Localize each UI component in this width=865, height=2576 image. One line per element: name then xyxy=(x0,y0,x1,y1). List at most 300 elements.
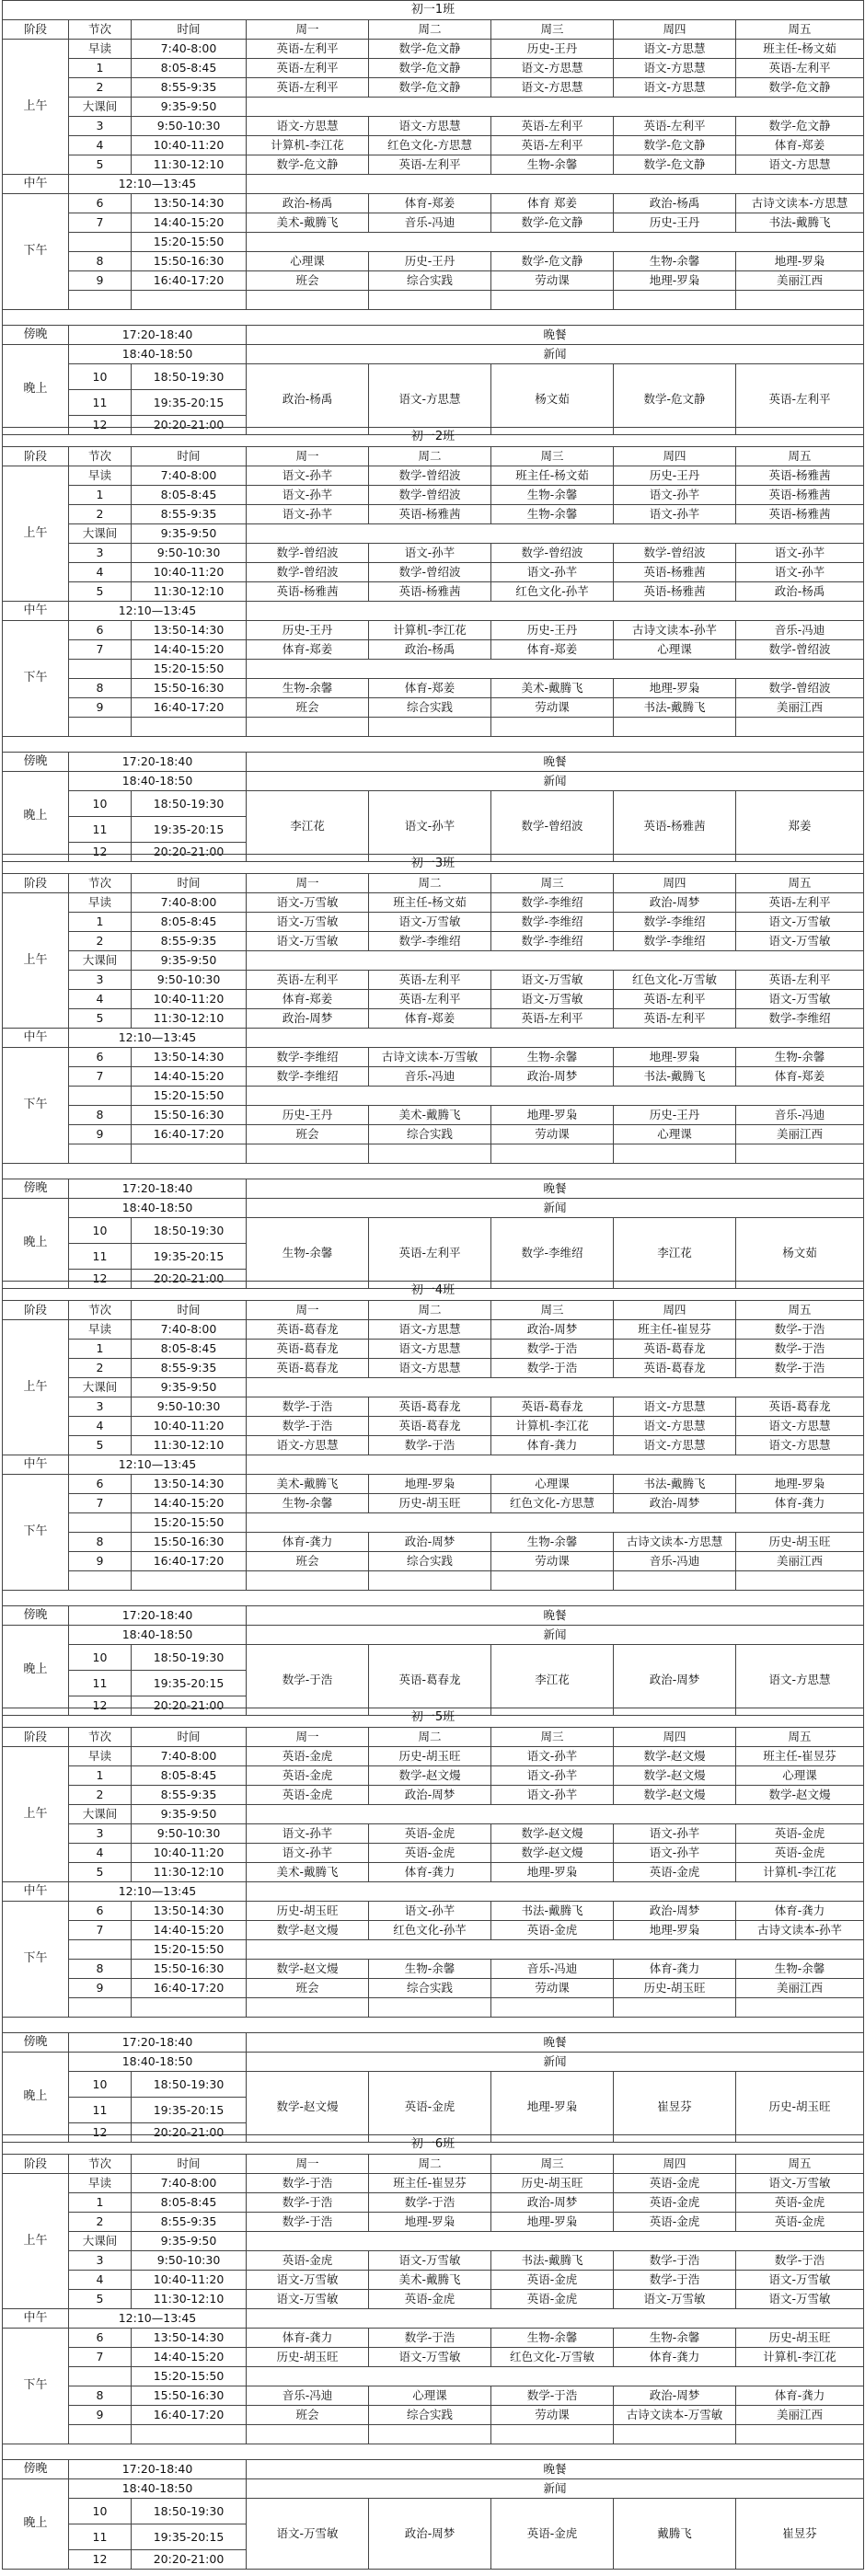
blank-cell xyxy=(247,1513,864,1533)
period-row-p4 xyxy=(3,136,864,155)
lesson-cell-thu: 生物-余馨 xyxy=(614,252,736,271)
class-title-row xyxy=(3,2135,864,2155)
lesson-cell-thu: 英语-金虎 xyxy=(614,2193,736,2213)
stage-label: 傍晚 xyxy=(3,1606,69,1626)
lesson-cell-wed: 地理-罗枭 xyxy=(491,1106,614,1125)
lesson-cell-fri: 体育-龚力 xyxy=(736,2386,864,2406)
period-time: 10:40-11:20 xyxy=(132,1417,247,1436)
lesson-cell-tue: 美术-戴腾飞 xyxy=(369,1106,491,1125)
lesson-cell-wed: 数学-赵文熳 xyxy=(491,1844,614,1863)
column-header: 周四 xyxy=(614,20,736,40)
lesson-cell-thu: 地理-罗枭 xyxy=(614,1048,736,1067)
lesson-cell-tue: 英语-金虎 xyxy=(369,1844,491,1863)
lesson-cell-thu: 语文-孙芊 xyxy=(614,1844,736,1863)
break-cell xyxy=(247,1805,864,1824)
period-time: 15:20-15:50 xyxy=(132,1087,247,1106)
period-time: 8:55-9:35 xyxy=(132,2213,247,2232)
lesson-cell-thu: 语文-方思慧 xyxy=(614,78,736,98)
period-time: 8:55-9:35 xyxy=(132,1359,247,1378)
lesson-cell-thu: 心理课 xyxy=(614,640,736,660)
period-row-zaodu xyxy=(3,466,864,486)
period-time: 8:05-8:45 xyxy=(132,59,247,78)
period-row-blank xyxy=(3,233,864,252)
lesson-cell-mon: 语文-万雪敏 xyxy=(247,913,369,932)
period-row-zaodu xyxy=(3,1320,864,1340)
period-row-p3 xyxy=(3,2251,864,2271)
period-label: 11 xyxy=(69,390,132,416)
period-label: 8 xyxy=(69,1960,132,1979)
lesson-cell-wed: 劳动课 xyxy=(491,1125,614,1144)
period-label: 大课间 xyxy=(69,524,132,544)
period-time: 14:40-15:20 xyxy=(132,213,247,233)
class-title-row xyxy=(3,1708,864,1728)
period-time: 18:50-19:30 xyxy=(132,1218,247,1244)
period-time: 19:35-20:15 xyxy=(132,2524,247,2550)
period-label: 8 xyxy=(69,2386,132,2406)
period-row-p5 xyxy=(3,1436,864,1455)
lesson-cell-thu: 政治-杨禹 xyxy=(614,194,736,213)
period-label: 12 xyxy=(69,843,132,862)
class-title-row xyxy=(3,1282,864,1301)
lesson-cell-tue: 生物-余馨 xyxy=(369,1960,491,1979)
break-cell xyxy=(247,98,864,117)
news-cell: 新闻 xyxy=(247,1626,864,1645)
lesson-cell-fri: 英语-葛春龙 xyxy=(736,1397,864,1417)
class-title: 初一1班 xyxy=(3,1,864,20)
stage-label: 晚上 xyxy=(3,2053,69,2143)
period-label: 2 xyxy=(69,1786,132,1805)
lesson-cell-tue: 数学-危文静 xyxy=(369,40,491,59)
lesson-cell-fri: 英语-杨雅茜 xyxy=(736,486,864,505)
period-time: 16:40-17:20 xyxy=(132,271,247,291)
lesson-cell-thu: 语文-方思慧 xyxy=(614,1397,736,1417)
class-title-row xyxy=(3,855,864,874)
period-time: 7:40-8:00 xyxy=(132,1320,247,1340)
lesson-cell-fri: 古诗文读本-方思慧 xyxy=(736,194,864,213)
period-row-p2 xyxy=(3,505,864,524)
lesson-cell-tue: 班主任-崔昱芬 xyxy=(369,2174,491,2193)
evening-duty-wed: 杨文茹 xyxy=(491,364,614,435)
afternoon-spacer-row xyxy=(3,291,864,310)
empty-cell xyxy=(369,291,491,310)
column-header: 节次 xyxy=(69,447,132,466)
empty-cell xyxy=(736,291,864,310)
lesson-cell-mon: 数学-赵文熳 xyxy=(247,1960,369,1979)
period-time: 7:40-8:00 xyxy=(132,893,247,913)
lesson-cell-wed: 红色文化-方思慧 xyxy=(491,1494,614,1513)
empty-cell xyxy=(491,291,614,310)
period-time: 18:50-19:30 xyxy=(132,791,247,817)
empty-cell xyxy=(247,1144,369,1164)
period-time: 15:20-15:50 xyxy=(132,233,247,252)
stage-label: 中午 xyxy=(3,2309,69,2329)
empty-cell xyxy=(69,1571,132,1591)
lesson-cell-tue: 红色文化-孙芊 xyxy=(369,1921,491,1940)
lesson-cell-thu: 政治-周梦 xyxy=(614,1902,736,1921)
blank-cell xyxy=(247,2367,864,2386)
lesson-cell-tue: 综合实践 xyxy=(369,1979,491,1998)
period-row-p2 xyxy=(3,1786,864,1805)
column-header: 阶段 xyxy=(3,1301,69,1320)
lesson-cell-thu: 政治-周梦 xyxy=(614,1494,736,1513)
period-row-p4 xyxy=(3,2271,864,2290)
period-label: 大课间 xyxy=(69,98,132,117)
column-header: 周一 xyxy=(247,1301,369,1320)
section-gap-row xyxy=(3,2444,864,2460)
period-time: 7:40-8:00 xyxy=(132,466,247,486)
lesson-cell-mon: 班会 xyxy=(247,1125,369,1144)
lesson-cell-tue: 历史-胡玉旺 xyxy=(369,1747,491,1766)
lesson-cell-mon: 英语-金虎 xyxy=(247,2251,369,2271)
period-time: 14:40-15:20 xyxy=(132,2348,247,2367)
lesson-cell-mon: 语文-孙芊 xyxy=(247,466,369,486)
class-timetable xyxy=(2,854,864,1289)
column-header: 周三 xyxy=(491,1301,614,1320)
evening-duty-wed: 英语-金虎 xyxy=(491,2499,614,2570)
news-time: 18:40-18:50 xyxy=(69,1199,247,1218)
period-time: 9:35-9:50 xyxy=(132,524,247,544)
lesson-cell-wed: 生物-余馨 xyxy=(491,1533,614,1552)
column-header: 时间 xyxy=(132,447,247,466)
lesson-cell-thu: 英语-金虎 xyxy=(614,2174,736,2193)
period-row-p9 xyxy=(3,2406,864,2425)
period-label: 6 xyxy=(69,1048,132,1067)
lesson-cell-tue: 美术-戴腾飞 xyxy=(369,2271,491,2290)
lesson-cell-fri: 语文-万雪敏 xyxy=(736,2174,864,2193)
period-label: 10 xyxy=(69,2499,132,2524)
lesson-cell-wed: 数学-危文静 xyxy=(491,252,614,271)
lesson-cell-mon: 英语-左利平 xyxy=(247,971,369,990)
lesson-cell-thu: 数学-于浩 xyxy=(614,2271,736,2290)
lesson-cell-wed: 历史-王丹 xyxy=(491,40,614,59)
lesson-cell-thu: 数学-李维绍 xyxy=(614,932,736,951)
period-row-p5 xyxy=(3,2290,864,2309)
period-row-break xyxy=(3,98,864,117)
lesson-cell-wed: 英语-金虎 xyxy=(491,1921,614,1940)
column-header: 周三 xyxy=(491,20,614,40)
class-title: 初一6班 xyxy=(3,2135,864,2155)
period-row-p6 xyxy=(3,1902,864,1921)
period-time: 8:55-9:35 xyxy=(132,1786,247,1805)
period-row-p3 xyxy=(3,117,864,136)
break-cell xyxy=(247,951,864,971)
column-header: 周一 xyxy=(247,874,369,893)
news-cell: 新闻 xyxy=(247,2479,864,2499)
period-label: 早读 xyxy=(69,466,132,486)
period-label: 4 xyxy=(69,1417,132,1436)
afternoon-spacer-row xyxy=(3,1144,864,1164)
period-time: 10:40-11:20 xyxy=(132,1844,247,1863)
news-time: 18:40-18:50 xyxy=(69,2053,247,2072)
lesson-cell-thu: 班主任-崔昱芬 xyxy=(614,1320,736,1340)
period-label: 10 xyxy=(69,2072,132,2098)
evening-row-e10 xyxy=(3,1218,864,1244)
empty-cell xyxy=(369,1571,491,1591)
period-label: 10 xyxy=(69,791,132,817)
column-header: 周三 xyxy=(491,1728,614,1747)
lesson-cell-fri: 英语-金虎 xyxy=(736,2213,864,2232)
lesson-cell-tue: 语文-万雪敏 xyxy=(369,2251,491,2271)
period-time: 14:40-15:20 xyxy=(132,1067,247,1087)
period-time: 10:40-11:20 xyxy=(132,990,247,1009)
column-header: 时间 xyxy=(132,874,247,893)
lesson-cell-tue: 英语-金虎 xyxy=(369,2290,491,2309)
column-header: 周一 xyxy=(247,20,369,40)
lesson-cell-mon: 语文-万雪敏 xyxy=(247,932,369,951)
evening-duty-mon: 李江花 xyxy=(247,791,369,862)
period-row-p8 xyxy=(3,252,864,271)
lesson-cell-tue: 地理-罗枭 xyxy=(369,2213,491,2232)
lesson-cell-thu: 数学-危文静 xyxy=(614,155,736,175)
empty-cell xyxy=(614,1571,736,1591)
lesson-cell-thu: 地理-罗枭 xyxy=(614,679,736,698)
stage-label: 晚上 xyxy=(3,1199,69,1289)
lesson-cell-fri: 语文-万雪敏 xyxy=(736,2271,864,2290)
period-label: 6 xyxy=(69,1475,132,1494)
period-label: 4 xyxy=(69,1844,132,1863)
lesson-cell-mon: 数学-于浩 xyxy=(247,2213,369,2232)
header-row xyxy=(3,20,864,40)
lesson-cell-wed: 劳动课 xyxy=(491,1979,614,1998)
period-time: 18:50-19:30 xyxy=(132,1645,247,1671)
period-row-p5 xyxy=(3,155,864,175)
lesson-cell-mon: 体育-龚力 xyxy=(247,1533,369,1552)
empty-cell xyxy=(69,1144,132,1164)
header-row xyxy=(3,447,864,466)
lesson-cell-fri: 英语-金虎 xyxy=(736,1824,864,1844)
blank-cell xyxy=(247,1940,864,1960)
stage-label: 中午 xyxy=(3,1455,69,1475)
lesson-cell-wed: 语文-孙芊 xyxy=(491,1747,614,1766)
period-time: 14:40-15:20 xyxy=(132,640,247,660)
header-row xyxy=(3,1301,864,1320)
period-time: 18:50-19:30 xyxy=(132,364,247,390)
lesson-cell-mon: 数学-危文静 xyxy=(247,155,369,175)
empty-cell xyxy=(491,718,614,737)
period-label: 2 xyxy=(69,78,132,98)
period-time: 15:20-15:50 xyxy=(132,1940,247,1960)
period-row-p9 xyxy=(3,698,864,718)
lesson-cell-thu: 语文-方思慧 xyxy=(614,1417,736,1436)
lesson-cell-fri: 计算机-李江花 xyxy=(736,1863,864,1882)
lesson-cell-fri: 英语-左利平 xyxy=(736,971,864,990)
period-row-break xyxy=(3,951,864,971)
empty-cell xyxy=(132,2425,247,2444)
dinner-time: 17:20-18:40 xyxy=(69,1179,247,1199)
noon-cell xyxy=(247,1455,864,1475)
period-label: 3 xyxy=(69,544,132,563)
period-label: 9 xyxy=(69,1552,132,1571)
stage-label: 中午 xyxy=(3,1882,69,1902)
period-time: 13:50-14:30 xyxy=(132,194,247,213)
class-title-row xyxy=(3,428,864,447)
class-title: 初一3班 xyxy=(3,855,864,874)
period-time: 19:35-20:15 xyxy=(132,2098,247,2123)
lesson-cell-fri: 英语-杨雅茜 xyxy=(736,505,864,524)
lesson-cell-wed: 生物-余馨 xyxy=(491,486,614,505)
empty-cell xyxy=(132,1998,247,2018)
lesson-cell-mon: 体育-郑姜 xyxy=(247,640,369,660)
lesson-cell-thu: 数学-赵文熳 xyxy=(614,1747,736,1766)
column-header: 周一 xyxy=(247,2155,369,2174)
class-timetable xyxy=(2,427,864,862)
lesson-cell-mon: 语文-孙芊 xyxy=(247,486,369,505)
empty-cell xyxy=(69,718,132,737)
lesson-cell-mon: 语文-孙芊 xyxy=(247,505,369,524)
period-row-p1 xyxy=(3,59,864,78)
lesson-cell-wed: 英语-左利平 xyxy=(491,1009,614,1029)
dinner-row xyxy=(3,2033,864,2053)
period-label: 9 xyxy=(69,698,132,718)
period-row-p5 xyxy=(3,582,864,602)
dinner-row xyxy=(3,326,864,345)
period-time: 8:55-9:35 xyxy=(132,505,247,524)
period-label: 5 xyxy=(69,2290,132,2309)
empty-cell xyxy=(614,2425,736,2444)
evening-duty-tue: 语文-方思慧 xyxy=(369,364,491,435)
column-header: 周五 xyxy=(736,1728,864,1747)
lesson-cell-fri: 数学-于浩 xyxy=(736,1320,864,1340)
period-time: 11:30-12:10 xyxy=(132,1436,247,1455)
dinner-cell: 晚餐 xyxy=(247,1179,864,1199)
class-timetable xyxy=(2,0,864,435)
period-time: 9:35-9:50 xyxy=(132,2232,247,2251)
period-label: 2 xyxy=(69,2213,132,2232)
lesson-cell-tue: 体育-郑姜 xyxy=(369,194,491,213)
noon-time: 12:10—13:45 xyxy=(69,1029,247,1048)
lesson-cell-fri: 美丽江西 xyxy=(736,698,864,718)
lesson-cell-fri: 数学-危文静 xyxy=(736,78,864,98)
evening-duty-mon: 语文-万雪敏 xyxy=(247,2499,369,2570)
period-time: 8:05-8:45 xyxy=(132,913,247,932)
lesson-cell-fri: 美丽江西 xyxy=(736,2406,864,2425)
period-row-p1 xyxy=(3,2193,864,2213)
lesson-cell-tue: 数学-曾绍波 xyxy=(369,486,491,505)
lesson-cell-thu: 语文-方思慧 xyxy=(614,1436,736,1455)
period-label: 12 xyxy=(69,1270,132,1289)
empty-cell xyxy=(247,1998,369,2018)
empty-cell xyxy=(614,1998,736,2018)
column-header: 周三 xyxy=(491,447,614,466)
evening-duty-tue: 英语-葛春龙 xyxy=(369,1645,491,1716)
empty-cell xyxy=(132,291,247,310)
dinner-time: 17:20-18:40 xyxy=(69,326,247,345)
period-label xyxy=(69,2367,132,2386)
lesson-cell-wed: 数学-赵文熳 xyxy=(491,1824,614,1844)
evening-duty-fri: 语文-方思慧 xyxy=(736,1645,864,1716)
evening-duty-tue: 英语-金虎 xyxy=(369,2072,491,2143)
period-label: 10 xyxy=(69,1218,132,1244)
period-time: 11:30-12:10 xyxy=(132,582,247,602)
lesson-cell-mon: 语文-孙芊 xyxy=(247,1824,369,1844)
lesson-cell-mon: 语文-方思慧 xyxy=(247,117,369,136)
lesson-cell-wed: 班主任-杨文茹 xyxy=(491,466,614,486)
lesson-cell-fri: 美丽江西 xyxy=(736,271,864,291)
period-row-p3 xyxy=(3,971,864,990)
lesson-cell-tue: 地理-罗枭 xyxy=(369,1475,491,1494)
period-row-p7 xyxy=(3,2348,864,2367)
lesson-cell-fri: 语文-方思慧 xyxy=(736,155,864,175)
lesson-cell-mon: 英语-杨雅茜 xyxy=(247,582,369,602)
period-row-p2 xyxy=(3,1359,864,1378)
lesson-cell-tue: 古诗文读本-万雪敏 xyxy=(369,1048,491,1067)
noon-cell xyxy=(247,602,864,621)
dinner-cell: 晚餐 xyxy=(247,326,864,345)
stage-label: 中午 xyxy=(3,175,69,194)
lesson-cell-wed: 数学-于浩 xyxy=(491,1340,614,1359)
lesson-cell-tue: 语文-方思慧 xyxy=(369,1340,491,1359)
period-time: 9:35-9:50 xyxy=(132,1805,247,1824)
period-row-blank xyxy=(3,660,864,679)
period-row-p4 xyxy=(3,1417,864,1436)
column-header: 周二 xyxy=(369,447,491,466)
column-header: 周五 xyxy=(736,1301,864,1320)
period-label: 大课间 xyxy=(69,2232,132,2251)
stage-label: 晚上 xyxy=(3,2479,69,2570)
lesson-cell-thu: 语文-方思慧 xyxy=(614,59,736,78)
news-row xyxy=(3,2479,864,2499)
lesson-cell-wed: 英语-金虎 xyxy=(491,2290,614,2309)
period-label: 10 xyxy=(69,364,132,390)
lesson-cell-wed: 体育-郑姜 xyxy=(491,640,614,660)
empty-cell xyxy=(369,1998,491,2018)
lesson-cell-wed: 政治-周梦 xyxy=(491,1067,614,1087)
lesson-cell-thu: 地理-罗枭 xyxy=(614,271,736,291)
period-time: 19:35-20:15 xyxy=(132,390,247,416)
period-row-p9 xyxy=(3,1979,864,1998)
period-label: 4 xyxy=(69,136,132,155)
period-row-p7 xyxy=(3,1921,864,1940)
lesson-cell-mon: 生物-余馨 xyxy=(247,1494,369,1513)
empty-cell xyxy=(369,718,491,737)
column-header: 周五 xyxy=(736,447,864,466)
empty-cell xyxy=(736,1571,864,1591)
lesson-cell-fri: 古诗文读本-孙芊 xyxy=(736,1921,864,1940)
period-row-p5 xyxy=(3,1009,864,1029)
noon-cell xyxy=(247,175,864,194)
period-row-zaodu xyxy=(3,1747,864,1766)
period-label: 7 xyxy=(69,1494,132,1513)
lesson-cell-mon: 语文-万雪敏 xyxy=(247,893,369,913)
stage-label: 傍晚 xyxy=(3,2460,69,2479)
lesson-cell-mon: 语文-孙芊 xyxy=(247,1844,369,1863)
noon-row xyxy=(3,1029,864,1048)
period-label: 10 xyxy=(69,1645,132,1671)
period-label: 7 xyxy=(69,1067,132,1087)
blank-cell xyxy=(247,1087,864,1106)
news-time: 18:40-18:50 xyxy=(69,1626,247,1645)
noon-cell xyxy=(247,2309,864,2329)
lesson-cell-thu: 数学-于浩 xyxy=(614,2251,736,2271)
evening-duty-tue: 英语-左利平 xyxy=(369,1218,491,1289)
class-title: 初一4班 xyxy=(3,1282,864,1301)
evening-row-e10 xyxy=(3,364,864,390)
empty-cell xyxy=(614,1144,736,1164)
period-label: 早读 xyxy=(69,40,132,59)
lesson-cell-mon: 数学-李维绍 xyxy=(247,1048,369,1067)
period-label: 大课间 xyxy=(69,951,132,971)
noon-cell xyxy=(247,1882,864,1902)
evening-duty-thu: 政治-周梦 xyxy=(614,1645,736,1716)
news-cell: 新闻 xyxy=(247,2053,864,2072)
period-time: 8:55-9:35 xyxy=(132,78,247,98)
stage-label: 上午 xyxy=(3,2174,69,2309)
period-row-blank xyxy=(3,1087,864,1106)
lesson-cell-fri: 数学-于浩 xyxy=(736,1359,864,1378)
lesson-cell-fri: 英语-金虎 xyxy=(736,1844,864,1863)
column-header: 周一 xyxy=(247,447,369,466)
class-title-row xyxy=(3,1,864,20)
